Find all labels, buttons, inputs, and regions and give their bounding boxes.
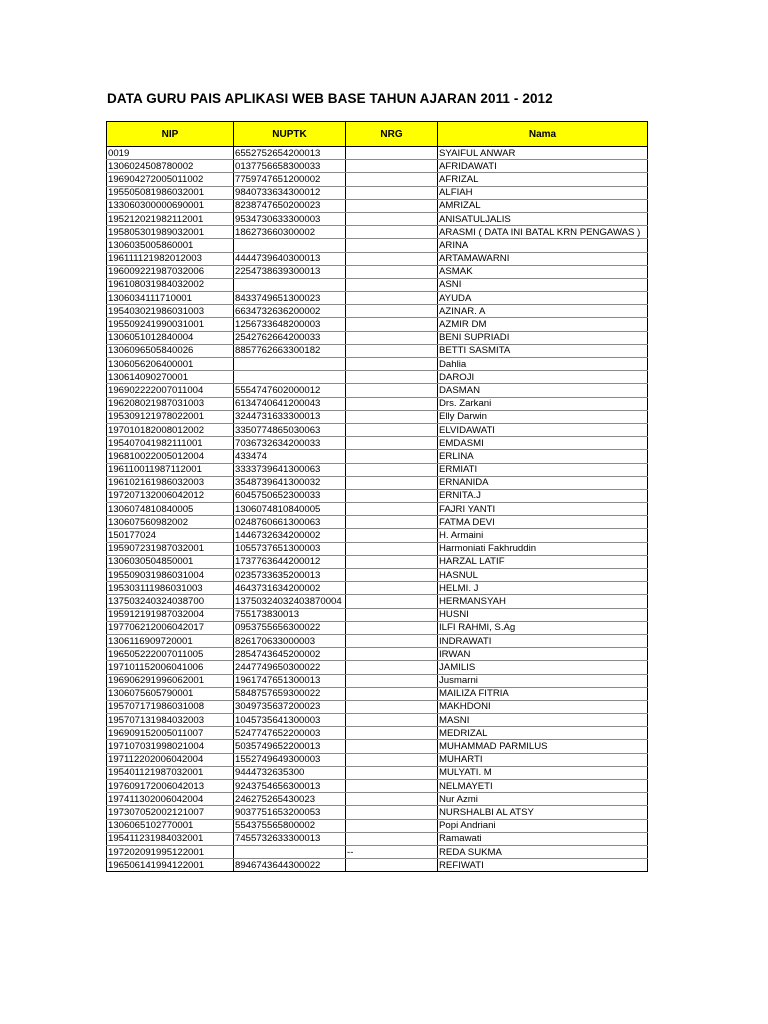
table-row — [107, 555, 648, 568]
table-row — [107, 845, 648, 858]
cell-nip: 196208021987031003 — [107, 397, 234, 410]
cell-nrg — [346, 608, 438, 621]
cell-nama: ERNANIDA — [438, 476, 648, 489]
cell-nrg — [346, 740, 438, 753]
table-row — [107, 661, 648, 674]
cell-nip: 196108031984032002 — [107, 278, 234, 291]
cell-nuptk: 7759747651200002 — [234, 173, 346, 186]
table-row — [107, 859, 648, 872]
table-row — [107, 226, 648, 239]
cell-nip: 1306035005860001 — [107, 239, 234, 252]
table-row — [107, 358, 648, 371]
cell-nrg — [346, 819, 438, 832]
table-row — [107, 648, 648, 661]
cell-nuptk: 5554747602000012 — [234, 384, 346, 397]
header-nip: NIP — [107, 122, 234, 147]
cell-nrg — [346, 173, 438, 186]
teacher-data-table — [106, 121, 648, 872]
cell-nrg — [346, 595, 438, 608]
cell-nrg — [346, 265, 438, 278]
cell-nrg — [346, 516, 438, 529]
cell-nama: AZMIR DM — [438, 318, 648, 331]
cell-nuptk: 5247747652200003 — [234, 727, 346, 740]
cell-nama: Elly Darwin — [438, 410, 648, 423]
cell-nuptk: 554375565800002 — [234, 819, 346, 832]
cell-nama: HELMI. J — [438, 582, 648, 595]
table-row — [107, 397, 648, 410]
cell-nrg — [346, 806, 438, 819]
cell-nrg — [346, 344, 438, 357]
cell-nip: 1306096505840026 — [107, 344, 234, 357]
table-body — [107, 147, 648, 872]
cell-nuptk: 9534730633300003 — [234, 212, 346, 225]
table-row — [107, 806, 648, 819]
cell-nama: NURSHALBI AL ATSY — [438, 806, 648, 819]
table-row — [107, 727, 648, 740]
cell-nama: HASNUL — [438, 569, 648, 582]
cell-nrg — [346, 186, 438, 199]
cell-nama: Drs. Zarkani — [438, 397, 648, 410]
cell-nip: 196505222007011005 — [107, 648, 234, 661]
cell-nrg — [346, 832, 438, 845]
cell-nama: JAMILIS — [438, 661, 648, 674]
table-row — [107, 147, 648, 160]
table-row — [107, 832, 648, 845]
cell-nuptk: 2447749650300022 — [234, 661, 346, 674]
cell-nrg — [346, 634, 438, 647]
table-row — [107, 569, 648, 582]
cell-nama: FATMA DEVI — [438, 516, 648, 529]
cell-nama: MAILIZA FITRIA — [438, 687, 648, 700]
cell-nama: ARASMI ( DATA INI BATAL KRN PENGAWAS ) — [438, 226, 648, 239]
table-row — [107, 621, 648, 634]
cell-nama: ALFIAH — [438, 186, 648, 199]
table-row — [107, 410, 648, 423]
table-row — [107, 278, 648, 291]
cell-nip: 1306024508780002 — [107, 160, 234, 173]
table-row — [107, 437, 648, 450]
cell-nama: MEDRIZAL — [438, 727, 648, 740]
header-nrg: NRG — [346, 122, 438, 147]
cell-nama: ELVIDAWATI — [438, 423, 648, 436]
cell-nip: 195707171986031008 — [107, 700, 234, 713]
cell-nama: ERLINA — [438, 450, 648, 463]
cell-nuptk: 8433749651300023 — [234, 292, 346, 305]
cell-nrg — [346, 569, 438, 582]
cell-nrg — [346, 687, 438, 700]
cell-nama: Ramawati — [438, 832, 648, 845]
cell-nip: 196102161986032003 — [107, 476, 234, 489]
cell-nrg — [346, 463, 438, 476]
cell-nuptk: 2542762664200033 — [234, 331, 346, 344]
cell-nip: 1306030504850001 — [107, 555, 234, 568]
cell-nuptk: 3350774865030063 — [234, 423, 346, 436]
cell-nama: ERNITA.J — [438, 489, 648, 502]
cell-nip: 197609172006042013 — [107, 780, 234, 793]
cell-nuptk: 8857762663300182 — [234, 344, 346, 357]
cell-nip: 195509031986031004 — [107, 569, 234, 582]
cell-nuptk: 1446732634200002 — [234, 529, 346, 542]
table-row — [107, 780, 648, 793]
table-row — [107, 318, 648, 331]
cell-nip: 1306065102770001 — [107, 819, 234, 832]
cell-nip: 196110011987112001 — [107, 463, 234, 476]
cell-nrg — [346, 358, 438, 371]
cell-nrg — [346, 529, 438, 542]
cell-nuptk: 1256733648200003 — [234, 318, 346, 331]
cell-nama: NELMAYETI — [438, 780, 648, 793]
cell-nuptk: 3333739641300063 — [234, 463, 346, 476]
table-row — [107, 344, 648, 357]
table-row — [107, 608, 648, 621]
cell-nama: BENI SUPRIADI — [438, 331, 648, 344]
cell-nama: MASNI — [438, 714, 648, 727]
cell-nip: 137503240324038700 — [107, 595, 234, 608]
cell-nama: ERMIATI — [438, 463, 648, 476]
table-row — [107, 212, 648, 225]
table-row — [107, 700, 648, 713]
cell-nip: 1306051012840004 — [107, 331, 234, 344]
table-row — [107, 740, 648, 753]
cell-nama: IRWAN — [438, 648, 648, 661]
cell-nuptk — [234, 358, 346, 371]
cell-nrg — [346, 278, 438, 291]
cell-nuptk: 1552749649300003 — [234, 753, 346, 766]
cell-nuptk: 9444732635300 — [234, 766, 346, 779]
cell-nuptk: 0248760661300063 — [234, 516, 346, 529]
cell-nip: 150177024 — [107, 529, 234, 542]
table-row — [107, 542, 648, 555]
cell-nuptk: 1306074810840005 — [234, 503, 346, 516]
table-row — [107, 450, 648, 463]
cell-nrg — [346, 160, 438, 173]
cell-nuptk: 0137756658300033 — [234, 160, 346, 173]
cell-nuptk: 1055737651300003 — [234, 542, 346, 555]
cell-nip: 195212021982112001 — [107, 212, 234, 225]
cell-nip: 1306056206400001 — [107, 358, 234, 371]
cell-nuptk: 2254738639300013 — [234, 265, 346, 278]
cell-nama: MUHAMMAD PARMILUS — [438, 740, 648, 753]
cell-nrg — [346, 371, 438, 384]
cell-nama: Harmoniati Fakhruddin — [438, 542, 648, 555]
cell-nama: H. Armaini — [438, 529, 648, 542]
cell-nip: 197411302006042004 — [107, 793, 234, 806]
cell-nama: Jusmarni — [438, 674, 648, 687]
cell-nip: 197706212006042017 — [107, 621, 234, 634]
cell-nuptk: 1045735641300003 — [234, 714, 346, 727]
cell-nuptk — [234, 239, 346, 252]
cell-nuptk — [234, 845, 346, 858]
cell-nuptk: 2854743645200002 — [234, 648, 346, 661]
cell-nip: 197010182008012002 — [107, 423, 234, 436]
cell-nuptk: 433474 — [234, 450, 346, 463]
table-row — [107, 516, 648, 529]
cell-nama: DAROJI — [438, 371, 648, 384]
cell-nip: 195805301989032001 — [107, 226, 234, 239]
cell-nama: BETTI SASMITA — [438, 344, 648, 357]
cell-nrg — [346, 503, 438, 516]
cell-nip: 197112202006042004 — [107, 753, 234, 766]
cell-nuptk: 246275265430023 — [234, 793, 346, 806]
cell-nama: REFIWATI — [438, 859, 648, 872]
table-row — [107, 529, 648, 542]
cell-nama: INDRAWATI — [438, 634, 648, 647]
cell-nuptk: 5848757659300022 — [234, 687, 346, 700]
cell-nrg — [346, 859, 438, 872]
table-row — [107, 371, 648, 384]
cell-nip: 195303111986031003 — [107, 582, 234, 595]
cell-nip: 196506141994122001 — [107, 859, 234, 872]
cell-nip: 195403021986031003 — [107, 305, 234, 318]
cell-nip: 195401121987032001 — [107, 766, 234, 779]
cell-nip: 1306074810840005 — [107, 503, 234, 516]
cell-nrg — [346, 410, 438, 423]
cell-nip: 196810022005012004 — [107, 450, 234, 463]
cell-nip: 195407041982111001 — [107, 437, 234, 450]
cell-nuptk: 3049735637200023 — [234, 700, 346, 713]
cell-nip: 197107031998021004 — [107, 740, 234, 753]
cell-nuptk: 5035749652200013 — [234, 740, 346, 753]
table-row — [107, 753, 648, 766]
cell-nuptk: 8946743644300022 — [234, 859, 346, 872]
cell-nama: FAJRI YANTI — [438, 503, 648, 516]
table-row — [107, 239, 648, 252]
table-row — [107, 582, 648, 595]
cell-nip: 196009221987032006 — [107, 265, 234, 278]
cell-nama: HARZAL LATIF — [438, 555, 648, 568]
cell-nip: 196902222007011004 — [107, 384, 234, 397]
table-row — [107, 819, 648, 832]
cell-nrg — [346, 423, 438, 436]
cell-nuptk: 1737763644200012 — [234, 555, 346, 568]
cell-nuptk: 0953755656300022 — [234, 621, 346, 634]
cell-nrg — [346, 252, 438, 265]
cell-nip: 130614090270001 — [107, 371, 234, 384]
cell-nip: 133060300000690001 — [107, 199, 234, 212]
cell-nuptk: 0235733635200013 — [234, 569, 346, 582]
cell-nuptk: 8238747650200023 — [234, 199, 346, 212]
cell-nip: 196111121982012003 — [107, 252, 234, 265]
cell-nama: HUSNI — [438, 608, 648, 621]
cell-nama: MULYATI. M — [438, 766, 648, 779]
table-row — [107, 292, 648, 305]
cell-nrg — [346, 331, 438, 344]
cell-nama: EMDASMI — [438, 437, 648, 450]
cell-nuptk: 4444739640300013 — [234, 252, 346, 265]
table-row — [107, 331, 648, 344]
table-row — [107, 766, 648, 779]
cell-nip: 195309121978022001 — [107, 410, 234, 423]
cell-nama: ASNI — [438, 278, 648, 291]
table-row — [107, 793, 648, 806]
cell-nip: 195912191987032004 — [107, 608, 234, 621]
table-row — [107, 173, 648, 186]
cell-nrg — [346, 648, 438, 661]
cell-nuptk — [234, 278, 346, 291]
cell-nrg — [346, 199, 438, 212]
table-row — [107, 199, 648, 212]
cell-nip: 195411231984032001 — [107, 832, 234, 845]
header-nuptk: NUPTK — [234, 122, 346, 147]
cell-nrg — [346, 542, 438, 555]
cell-nrg — [346, 450, 438, 463]
table-header — [107, 122, 648, 147]
table-row — [107, 489, 648, 502]
cell-nama: AFRIZAL — [438, 173, 648, 186]
cell-nrg — [346, 714, 438, 727]
cell-nip: 1306075605790001 — [107, 687, 234, 700]
table-row — [107, 252, 648, 265]
cell-nama: ASMAK — [438, 265, 648, 278]
cell-nip: 195505081986032001 — [107, 186, 234, 199]
cell-nuptk: 3244731633300013 — [234, 410, 346, 423]
cell-nama: AFRIDAWATI — [438, 160, 648, 173]
cell-nrg — [346, 226, 438, 239]
cell-nip: 196906291996062001 — [107, 674, 234, 687]
cell-nama: Nur Azmi — [438, 793, 648, 806]
table-row — [107, 503, 648, 516]
cell-nip: 197101152006041006 — [107, 661, 234, 674]
cell-nip: 1306034111710001 — [107, 292, 234, 305]
cell-nama: AYUDA — [438, 292, 648, 305]
cell-nuptk: 6045750652300033 — [234, 489, 346, 502]
header-row — [107, 122, 648, 147]
table-row — [107, 714, 648, 727]
cell-nrg — [346, 700, 438, 713]
cell-nama: DASMAN — [438, 384, 648, 397]
cell-nuptk: 6552752654200013 — [234, 147, 346, 160]
table-row — [107, 687, 648, 700]
cell-nip: 195907231987032001 — [107, 542, 234, 555]
cell-nrg — [346, 780, 438, 793]
cell-nrg — [346, 397, 438, 410]
cell-nip: 195707131984032003 — [107, 714, 234, 727]
cell-nrg — [346, 239, 438, 252]
cell-nama: SYAIFUL ANWAR — [438, 147, 648, 160]
cell-nrg — [346, 305, 438, 318]
document-title: DATA GURU PAIS APLIKASI WEB BASE TAHUN AJARAN 2011 - 2012 — [107, 91, 553, 106]
cell-nrg — [346, 753, 438, 766]
cell-nama: ARTAMAWARNI — [438, 252, 648, 265]
cell-nrg — [346, 212, 438, 225]
cell-nuptk: 3548739641300032 — [234, 476, 346, 489]
table-row — [107, 463, 648, 476]
cell-nuptk: 13750324032403870004 — [234, 595, 346, 608]
cell-nrg — [346, 555, 438, 568]
cell-nuptk: 1961747651300013 — [234, 674, 346, 687]
cell-nrg — [346, 384, 438, 397]
cell-nrg — [346, 489, 438, 502]
table-row — [107, 476, 648, 489]
table-row — [107, 384, 648, 397]
cell-nama: AZINAR. A — [438, 305, 648, 318]
cell-nama: HERMANSYAH — [438, 595, 648, 608]
cell-nrg — [346, 476, 438, 489]
table-row — [107, 160, 648, 173]
cell-nama: ARINA — [438, 239, 648, 252]
cell-nrg — [346, 318, 438, 331]
cell-nuptk: 9243754656300013 — [234, 780, 346, 793]
table-row — [107, 674, 648, 687]
cell-nuptk: 6634732636200002 — [234, 305, 346, 318]
cell-nip: 197202091995122001 — [107, 845, 234, 858]
cell-nrg — [346, 621, 438, 634]
cell-nuptk: 4643731634200002 — [234, 582, 346, 595]
table-row — [107, 595, 648, 608]
cell-nuptk: 9840733634300012 — [234, 186, 346, 199]
cell-nama: REDA SUKMA — [438, 845, 648, 858]
table-row — [107, 186, 648, 199]
cell-nuptk: 826170633000003 — [234, 634, 346, 647]
cell-nama: Dahlia — [438, 358, 648, 371]
cell-nama: ANISATULJALIS — [438, 212, 648, 225]
cell-nrg — [346, 147, 438, 160]
cell-nip: 197207132006042012 — [107, 489, 234, 502]
cell-nip: 196909152005011007 — [107, 727, 234, 740]
cell-nuptk: 7036732634200033 — [234, 437, 346, 450]
cell-nrg — [346, 661, 438, 674]
cell-nama: MUHARTI — [438, 753, 648, 766]
table-row — [107, 265, 648, 278]
cell-nuptk: 7455732633300013 — [234, 832, 346, 845]
cell-nama: AMRIZAL — [438, 199, 648, 212]
cell-nrg — [346, 582, 438, 595]
cell-nip: 196904272005011002 — [107, 173, 234, 186]
table-row — [107, 305, 648, 318]
cell-nip: 195509241990031001 — [107, 318, 234, 331]
cell-nrg — [346, 793, 438, 806]
cell-nrg — [346, 437, 438, 450]
cell-nip: 0019 — [107, 147, 234, 160]
cell-nrg — [346, 766, 438, 779]
cell-nrg — [346, 292, 438, 305]
cell-nip: 197307052002121007 — [107, 806, 234, 819]
cell-nuptk: 186273660300002 — [234, 226, 346, 239]
cell-nip: 130607560982002 — [107, 516, 234, 529]
cell-nama: ILFI RAHMI, S.Ag — [438, 621, 648, 634]
cell-nama: Popi Andriani — [438, 819, 648, 832]
cell-nrg — [346, 727, 438, 740]
cell-nip: 1306116909720001 — [107, 634, 234, 647]
cell-nuptk — [234, 371, 346, 384]
cell-nuptk: 9037751653200053 — [234, 806, 346, 819]
cell-nrg — [346, 674, 438, 687]
cell-nuptk: 755173830013 — [234, 608, 346, 621]
table-row — [107, 634, 648, 647]
cell-nrg: -- — [346, 845, 438, 858]
cell-nuptk: 6134740641200043 — [234, 397, 346, 410]
cell-nama: MAKHDONI — [438, 700, 648, 713]
table-row — [107, 423, 648, 436]
header-nama: Nama — [438, 122, 648, 147]
